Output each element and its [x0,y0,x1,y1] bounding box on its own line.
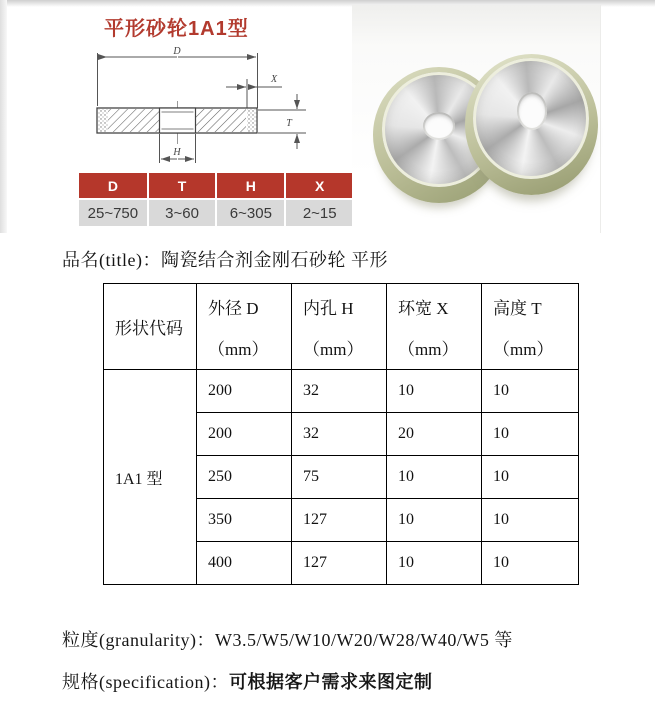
spec-header-shape-code: 形状代码 [104,284,197,370]
dim-label-d: D [173,46,181,57]
granularity-value: W3.5/W5/W10/W20/W28/W40/W5 等 [214,630,513,650]
spec-header-rim-width: 环宽 X （mm） [387,284,482,370]
wheel-cross-section-diagram [80,46,350,170]
range-value-h: 6~305 [217,200,284,226]
product-name-value: 陶瓷结合剂金刚石砂轮 平形 [160,250,388,270]
dim-label-h: H [173,147,181,158]
specification-value: 可根据客户需求来图定制 [228,672,433,692]
spec-cell: 75 [292,456,387,499]
spec-header-height: 高度 T （mm） [482,284,579,370]
range-value-d: 25~750 [79,200,147,226]
specification-line [62,668,432,694]
grinding-wheel-front [465,54,598,195]
range-header-d: D [79,173,147,198]
dimension-labels [172,46,293,158]
spec-cell: 20 [387,413,482,456]
wheel-bore-hole [517,92,547,130]
dim-label-t: T [286,118,292,129]
dimension-range-table [77,171,355,228]
wheel-bore-hole [423,112,455,140]
spec-header-row [104,284,579,370]
spec-cell: 10 [482,370,579,413]
dim-label-x: X [270,74,278,85]
left-edge-shadow [0,0,7,233]
spec-cell: 10 [387,370,482,413]
spec-cell: 10 [387,456,482,499]
spec-cell: 10 [482,542,579,585]
range-header-x: X [286,173,353,198]
spec-cell: 10 [387,499,482,542]
range-value-row [79,200,353,226]
range-value-x: 2~15 [286,200,353,226]
range-header-h: H [217,173,284,198]
product-photo [352,5,601,233]
spec-cell: 10 [387,542,482,585]
granularity-label: 粒度(granularity)： [62,630,215,650]
product-name-label: 品名(title)： [62,250,161,270]
spec-cell: 10 [482,499,579,542]
range-value-t: 3~60 [149,200,216,226]
spec-cell: 32 [292,370,387,413]
spec-cell: 10 [482,456,579,499]
spec-shape-code-value: 1A1 型 [104,370,197,585]
specification-table [103,283,579,585]
wheel-section-body [97,108,257,133]
spec-row [104,370,579,413]
spec-cell: 127 [292,542,387,585]
spec-cell: 400 [197,542,292,585]
range-header-t: T [149,173,216,198]
spec-cell: 200 [197,370,292,413]
spec-cell: 250 [197,456,292,499]
spec-header-outer-diameter: 外径 D （mm） [197,284,292,370]
spec-cell: 350 [197,499,292,542]
granularity-line [62,626,513,652]
spec-header-bore: 内孔 H （mm） [292,284,387,370]
spec-cell: 200 [197,413,292,456]
spec-cell: 32 [292,413,387,456]
product-name-line [62,246,388,272]
range-header-row [79,173,353,198]
specification-label: 规格(specification)： [62,672,229,692]
spec-cell: 127 [292,499,387,542]
diagram-title: 平形砂轮1A1型 [104,18,249,40]
spec-cell: 10 [482,413,579,456]
